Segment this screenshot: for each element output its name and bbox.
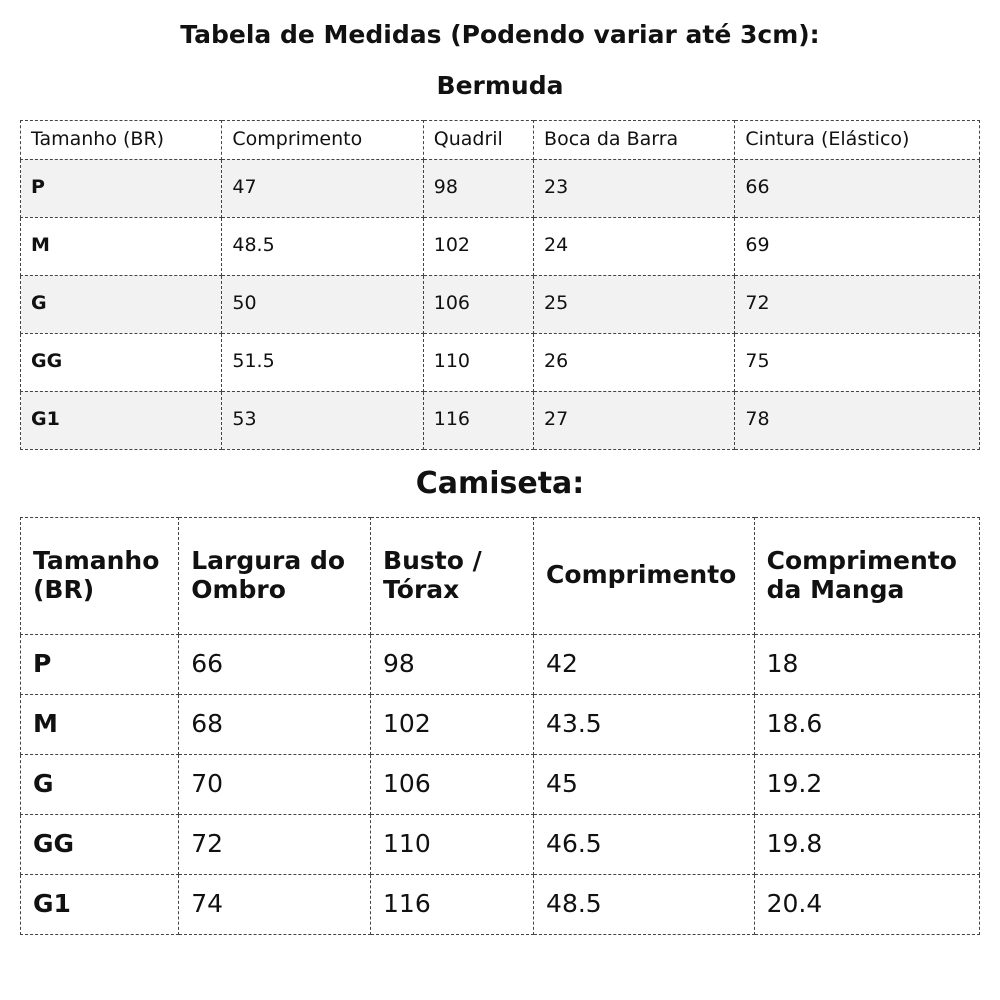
- size-label: M: [21, 694, 179, 754]
- column-header: Tamanho (BR): [21, 517, 179, 634]
- table-row: [21, 874, 980, 934]
- table-row: [21, 694, 980, 754]
- column-header: Comprimento: [222, 121, 423, 160]
- cell-value: 110: [423, 333, 533, 391]
- table-row: [21, 333, 980, 391]
- column-header: Comprimento: [534, 517, 755, 634]
- cell-value: 43.5: [534, 694, 755, 754]
- cell-value: 110: [371, 814, 534, 874]
- size-label: G: [21, 275, 222, 333]
- camiseta-size-table: [20, 517, 980, 935]
- cell-value: 75: [735, 333, 980, 391]
- cell-value: 25: [534, 275, 735, 333]
- column-header: Cintura (Elástico): [735, 121, 980, 160]
- cell-value: 27: [534, 391, 735, 449]
- table-row: [21, 391, 980, 449]
- table-row: [21, 217, 980, 275]
- column-header: Busto / Tórax: [371, 517, 534, 634]
- table-row: [21, 275, 980, 333]
- table-row: [21, 754, 980, 814]
- column-header: Quadril: [423, 121, 533, 160]
- table-row: [21, 159, 980, 217]
- size-label: M: [21, 217, 222, 275]
- cell-value: 18: [754, 634, 979, 694]
- column-header: Boca da Barra: [534, 121, 735, 160]
- section-heading-bermuda: Bermuda: [436, 71, 564, 100]
- table-row: [21, 814, 980, 874]
- size-label: GG: [21, 333, 222, 391]
- size-label: GG: [21, 814, 179, 874]
- table-header-row: [21, 121, 980, 160]
- cell-value: 66: [179, 634, 371, 694]
- size-label: G: [21, 754, 179, 814]
- cell-value: 26: [534, 333, 735, 391]
- cell-value: 68: [179, 694, 371, 754]
- section-heading-camiseta: Camiseta:: [415, 465, 585, 501]
- cell-value: 78: [735, 391, 980, 449]
- cell-value: 69: [735, 217, 980, 275]
- cell-value: 102: [423, 217, 533, 275]
- cell-value: 116: [371, 874, 534, 934]
- cell-value: 72: [735, 275, 980, 333]
- size-label: P: [21, 159, 222, 217]
- cell-value: 66: [735, 159, 980, 217]
- column-header: Comprimento da Manga: [754, 517, 979, 634]
- cell-value: 116: [423, 391, 533, 449]
- cell-value: 74: [179, 874, 371, 934]
- cell-value: 53: [222, 391, 423, 449]
- column-header: Largura do Ombro: [179, 517, 371, 634]
- cell-value: 106: [423, 275, 533, 333]
- cell-value: 102: [371, 694, 534, 754]
- cell-value: 51.5: [222, 333, 423, 391]
- size-label: G1: [21, 391, 222, 449]
- size-label: G1: [21, 874, 179, 934]
- cell-value: 106: [371, 754, 534, 814]
- cell-value: 45: [534, 754, 755, 814]
- cell-value: 19.2: [754, 754, 979, 814]
- cell-value: 23: [534, 159, 735, 217]
- cell-value: 24: [534, 217, 735, 275]
- cell-value: 19.8: [754, 814, 979, 874]
- cell-value: 50: [222, 275, 423, 333]
- table-header-row: [21, 517, 980, 634]
- cell-value: 98: [371, 634, 534, 694]
- cell-value: 20.4: [754, 874, 979, 934]
- cell-value: 18.6: [754, 694, 979, 754]
- bermuda-size-table: [20, 120, 980, 450]
- cell-value: 98: [423, 159, 533, 217]
- cell-value: 42: [534, 634, 755, 694]
- cell-value: 48.5: [222, 217, 423, 275]
- cell-value: 70: [179, 754, 371, 814]
- cell-value: 46.5: [534, 814, 755, 874]
- cell-value: 48.5: [534, 874, 755, 934]
- cell-value: 47: [222, 159, 423, 217]
- cell-value: 72: [179, 814, 371, 874]
- size-label: P: [21, 634, 179, 694]
- column-header: Tamanho (BR): [21, 121, 222, 160]
- page-title: Tabela de Medidas (Podendo variar até 3cm):: [180, 20, 820, 49]
- table-row: [21, 634, 980, 694]
